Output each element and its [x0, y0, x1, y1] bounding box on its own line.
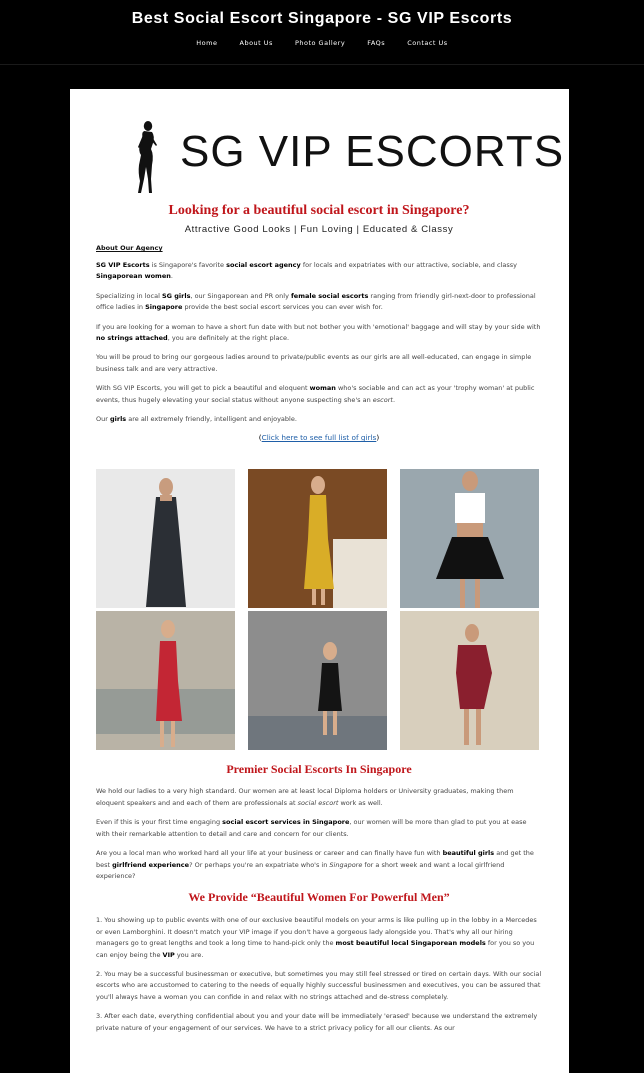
intro-paragraph-2: Specializing in local SG girls, our Singaporean and PR only female social escorts ranging from friendly girl-next-door to professional office ladies in Singapore provide the best social escort services you can ever wish for.	[96, 291, 536, 312]
premier-heading: Premier Social Escorts In Singapore	[226, 762, 412, 777]
site-header	[0, 0, 644, 65]
main-nav	[0, 39, 644, 47]
site-title[interactable]: Best Social Escort Singapore - SG VIP Escorts	[131, 10, 513, 27]
intro-paragraph-4: You will be proud to bring our gorgeous ladies around to private/public events as our girls are all well-educated, can engage in simple business talk and are very attractive.	[96, 353, 532, 373]
photo-gallery	[96, 469, 542, 750]
intro-paragraph-1: SG VIP Escorts is Singapore's favorite social escort agency for locals and expatriates with our attractive, sociable, and classy Singaporean women.	[96, 261, 517, 281]
intro-paragraph-5: With SG VIP Escorts, you will get to pick a beautiful and eloquent woman who's sociable and can act as your 'trophy woman' at public events, thus hugely elevating your social status without anyone suspecting she's an escort.	[96, 384, 535, 404]
nav-home[interactable]: Home	[196, 39, 218, 47]
site-logo	[96, 89, 565, 201]
nav-faqs[interactable]: FAQs	[367, 39, 386, 47]
nav-contact-us[interactable]: Contact Us	[407, 39, 448, 47]
logo-wordmark: SG VIP ESCORTS	[180, 127, 565, 176]
premier-paragraph-3: Are you a local man who worked hard all your life at your business or career and can finally have fun with beautiful girls and get the best girlfriend experience? Or perhaps you're an expatriate who's in Singapore for a short week and want a local girlfriend experience?	[96, 849, 534, 880]
gallery-photo-3[interactable]	[400, 469, 539, 608]
nav-about-us[interactable]: About Us	[239, 39, 273, 47]
premier-paragraph-1: We hold our ladies to a very high standard. Our women are at least local Diploma holders or University graduates, making them eloquent speakers and and each of them are professionals at social escort work as well.	[96, 787, 514, 807]
intro-paragraph-6: Our girls are all extremely friendly, intelligent and enjoyable.	[96, 415, 297, 424]
premier-paragraph-2: Even if this is your first time engaging social escort services in Singapore, our women will be more than glad to put you at ease with their remarkable attention to detail and care and concern for our clients.	[96, 818, 527, 838]
full-list-link-wrap: (Click here to see full list of girls)	[258, 433, 380, 443]
main-content	[70, 89, 569, 1073]
full-list-link[interactable]: Click here to see full list of girls	[261, 433, 377, 443]
provide-paragraph-1: 1. You showing up to public events with one of our exclusive beautiful models on your arms is like pulling up in the lobby in a Mercedes or even Lamborghini. It doesn't match your VIP image if you don't have a gorgeous lady alongside you. That's why all our hiring managers go to great lengths and took a long time to hand-pick only the most beautiful local Singaporean models for you so you can enjoy being the VIP you are.	[96, 916, 537, 959]
provide-paragraph-3: 3. After each date, everything confidential about you and your date will be immediately 'erased' because we understand the extremely private nature of your engagement of our services. We have to a strict privacy policy for all our clients. As our	[96, 1012, 538, 1032]
gallery-photo-1[interactable]	[96, 469, 235, 608]
gallery-photo-6[interactable]	[400, 611, 539, 750]
woman-silhouette-icon	[129, 121, 163, 195]
intro-heading: Looking for a beautiful social escort in Singapore?	[168, 203, 470, 218]
tagline: Attractive Good Looks | Fun Loving | Educated & Classy	[184, 224, 454, 235]
intro-paragraph-3: If you are looking for a woman to have a short fun date with but not bother you with 'emotional' baggage and will stay by your side with no strings attached, you are definitely at the right place.	[96, 322, 541, 343]
about-heading: About Our Agency	[96, 244, 163, 252]
gallery-photo-5[interactable]	[248, 611, 387, 750]
provide-heading: We Provide “Beautiful Women For Powerful Men”	[188, 890, 450, 905]
gallery-photo-4[interactable]	[96, 611, 235, 750]
provide-paragraph-2: 2. You may be a successful businessman or executive, but sometimes you may still feel stressed or tired on certain days. With our social escorts who are accustomed to catering to the needs of equally highly successful businessmen and executives, you can be assured that you'll always have a woman you can confide in and relax with no strings attached and de-stress completely.	[96, 969, 542, 1001]
nav-photo-gallery[interactable]: Photo Gallery	[294, 39, 346, 47]
gallery-photo-2[interactable]	[248, 469, 387, 608]
